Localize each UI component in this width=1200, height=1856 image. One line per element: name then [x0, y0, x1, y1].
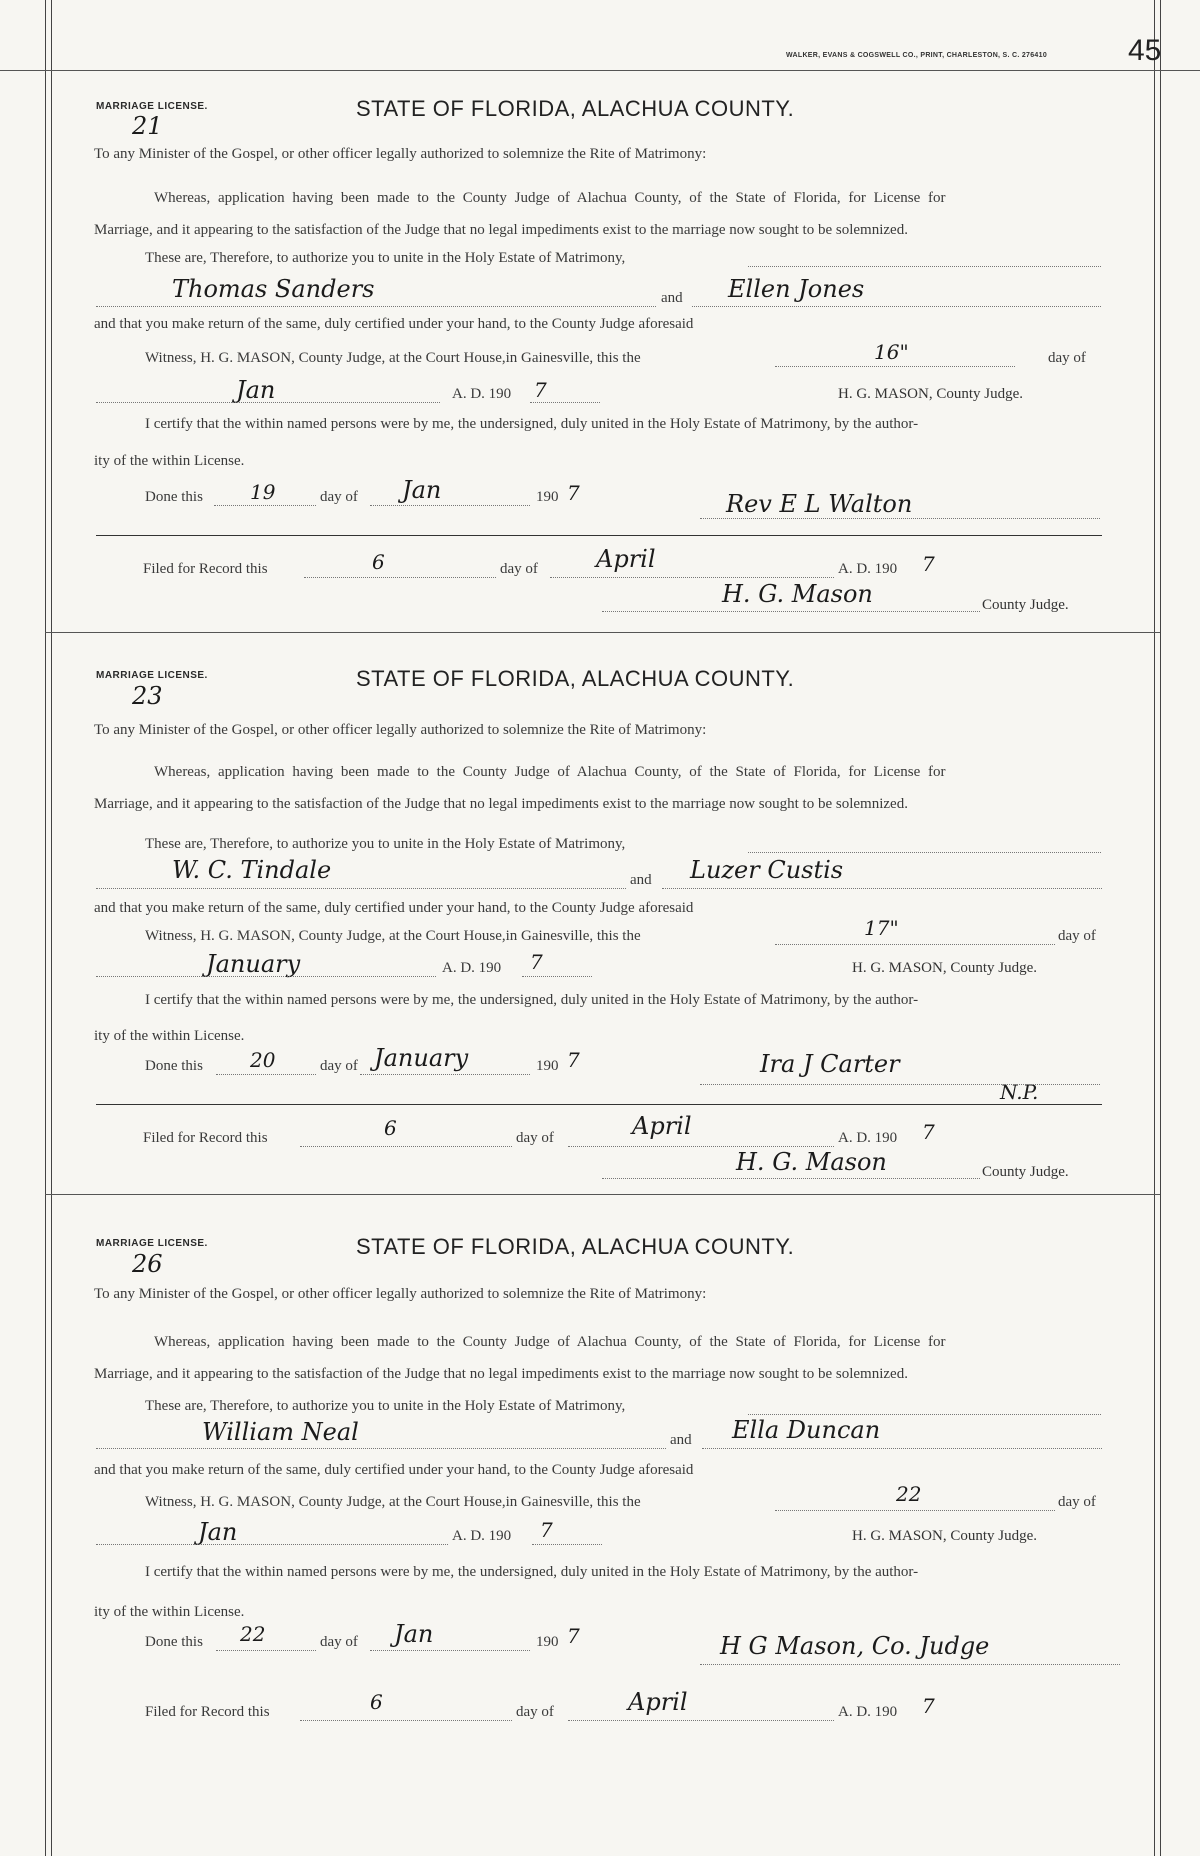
- filed-month: April: [628, 1688, 688, 1716]
- authorize-line: These are, Therefore, to authorize you to unite in the Holy Estate of Matrimony,: [145, 836, 626, 852]
- marriage-license-label: MARRIAGE LICENSE.: [96, 101, 208, 112]
- filed-signature: H. G. Mason: [722, 580, 873, 608]
- page-number: 45: [1128, 34, 1162, 67]
- authorize-line: These are, Therefore, to authorize you to unite in the Holy Estate of Matrimony,: [145, 250, 626, 266]
- address-line: To any Minister of the Gospel, or other officer legally authorized to solemnize the Rite of Matrimony:: [94, 146, 707, 162]
- return-line: and that you make return of the same, duly certified under your hand, to the County Judge aforesaid: [94, 1462, 694, 1478]
- county-judge-label: County Judge.: [982, 597, 1069, 613]
- witness-line: Witness, H. G. MASON, County Judge, at the Court House,in Gainesville, this the: [145, 350, 641, 366]
- state-heading: STATE OF FLORIDA, ALACHUA COUNTY.: [356, 666, 795, 691]
- done-this-label: Done this: [145, 1058, 203, 1074]
- ad-label: A. D. 190: [452, 1528, 512, 1544]
- whereas-line: Whereas, application having been made to the County Judge of Alachua County, of the State of Florida, for License for: [154, 190, 946, 206]
- filed-label: Filed for Record this: [145, 1704, 270, 1720]
- certify-line: I certify that the within named persons were by me, the undersigned, duly united in the Holy Estate of Matrimony, by the author-: [145, 1564, 919, 1580]
- witness-month: January: [206, 950, 301, 978]
- filed-year: 7: [922, 552, 935, 576]
- officiant-signature: Rev E L Walton: [726, 490, 913, 518]
- day-of-label: day of: [1058, 1494, 1096, 1510]
- whereas-line: Marriage, and it appearing to the satisfaction of the Judge that no legal impediments exist to the marriage now sought to be solemnized.: [94, 1366, 908, 1382]
- certify-line: ity of the within License.: [94, 453, 245, 469]
- whereas-line: Marriage, and it appearing to the satisfaction of the Judge that no legal impediments exist to the marriage now sought to be solemnized.: [94, 796, 908, 812]
- witness-year: 7: [540, 1518, 553, 1542]
- day-of-label: day of: [320, 489, 358, 505]
- officiant-title: N.P.: [1000, 1080, 1039, 1104]
- groom-name: W. C. Tindale: [172, 856, 332, 884]
- day-of-label: day of: [320, 1058, 358, 1074]
- groom-name: Thomas Sanders: [172, 275, 375, 303]
- ad-label: A. D. 190: [838, 1704, 898, 1720]
- done-month: January: [374, 1044, 469, 1072]
- officiant-signature: Ira J Carter: [760, 1050, 900, 1078]
- judge-signature-line: H. G. MASON, County Judge.: [852, 1528, 1038, 1544]
- witness-day: 16": [874, 340, 909, 364]
- day-of-label: day of: [1058, 928, 1096, 944]
- day-of-label: day of: [500, 561, 538, 577]
- bride-name: Ellen Jones: [728, 275, 865, 303]
- whereas-line: Whereas, application having been made to the County Judge of Alachua County, of the State of Florida, for License for: [154, 764, 946, 780]
- day-of-label: day of: [1048, 350, 1086, 366]
- done-year: 7: [567, 1624, 580, 1648]
- and-label: and: [661, 290, 683, 306]
- year-label: 190: [536, 1634, 559, 1650]
- done-day: 22: [240, 1622, 266, 1646]
- filed-day: 6: [372, 550, 385, 574]
- witness-line: Witness, H. G. MASON, County Judge, at the Court House,in Gainesville, this the: [145, 1494, 641, 1510]
- license-number: 23: [132, 682, 163, 710]
- ad-label: A. D. 190: [452, 386, 512, 402]
- filed-year: 7: [922, 1120, 935, 1144]
- left-margin-rule: [45, 0, 46, 1856]
- certify-line: I certify that the within named persons were by me, the undersigned, duly united in the Holy Estate of Matrimony, by the author-: [145, 416, 919, 432]
- marriage-license-label: MARRIAGE LICENSE.: [96, 670, 208, 681]
- state-heading: STATE OF FLORIDA, ALACHUA COUNTY.: [356, 96, 795, 121]
- section-divider: [45, 1194, 1160, 1195]
- license-number: 26: [132, 1250, 163, 1278]
- printer-imprint: WALKER, EVANS & COGSWELL CO., PRINT, CHARLESTON, S. C. 276410: [786, 52, 1048, 59]
- and-label: and: [670, 1432, 692, 1448]
- witness-month: Jan: [236, 376, 276, 404]
- witness-day: 22: [896, 1482, 922, 1506]
- certify-line: ity of the within License.: [94, 1604, 245, 1620]
- county-judge-label: County Judge.: [982, 1164, 1069, 1180]
- done-month: Jan: [394, 1620, 434, 1648]
- left-margin-rule: [51, 0, 52, 1856]
- day-of-label: day of: [320, 1634, 358, 1650]
- filed-month: April: [596, 545, 656, 573]
- filed-label: Filed for Record this: [143, 561, 268, 577]
- ad-label: A. D. 190: [442, 960, 502, 976]
- certify-line: ity of the within License.: [94, 1028, 245, 1044]
- day-of-label: day of: [516, 1130, 554, 1146]
- judge-signature-line: H. G. MASON, County Judge.: [852, 960, 1038, 976]
- witness-month: Jan: [198, 1518, 238, 1546]
- ad-label: A. D. 190: [838, 561, 898, 577]
- done-year: 7: [567, 481, 580, 505]
- address-line: To any Minister of the Gospel, or other officer legally authorized to solemnize the Rite of Matrimony:: [94, 1286, 707, 1302]
- done-this-label: Done this: [145, 1634, 203, 1650]
- and-label: and: [630, 872, 652, 888]
- state-heading: STATE OF FLORIDA, ALACHUA COUNTY.: [356, 1234, 795, 1259]
- filed-signature: H. G. Mason: [736, 1148, 887, 1176]
- whereas-line: Whereas, application having been made to the County Judge of Alachua County, of the State of Florida, for License for: [154, 1334, 946, 1350]
- groom-name: William Neal: [202, 1418, 359, 1446]
- filed-label: Filed for Record this: [143, 1130, 268, 1146]
- done-month: Jan: [402, 476, 442, 504]
- whereas-line: Marriage, and it appearing to the satisfaction of the Judge that no legal impediments exist to the marriage now sought to be solemnized.: [94, 222, 908, 238]
- marriage-license-label: MARRIAGE LICENSE.: [96, 1238, 208, 1249]
- header-rule: [0, 70, 1200, 71]
- year-label: 190: [536, 489, 559, 505]
- certify-line: I certify that the within named persons were by me, the undersigned, duly united in the Holy Estate of Matrimony, by the author-: [145, 992, 919, 1008]
- witness-day: 17": [864, 916, 899, 940]
- bride-name: Luzer Custis: [690, 856, 844, 884]
- authorize-line: These are, Therefore, to authorize you to unite in the Holy Estate of Matrimony,: [145, 1398, 626, 1414]
- address-line: To any Minister of the Gospel, or other officer legally authorized to solemnize the Rite of Matrimony:: [94, 722, 707, 738]
- done-this-label: Done this: [145, 489, 203, 505]
- filed-day: 6: [370, 1690, 383, 1714]
- filed-month: April: [632, 1112, 692, 1140]
- ad-label: A. D. 190: [838, 1130, 898, 1146]
- witness-year: 7: [534, 378, 547, 402]
- witness-line: Witness, H. G. MASON, County Judge, at the Court House,in Gainesville, this the: [145, 928, 641, 944]
- done-day: 20: [250, 1048, 276, 1072]
- return-line: and that you make return of the same, duly certified under your hand, to the County Judge aforesaid: [94, 316, 694, 332]
- return-line: and that you make return of the same, duly certified under your hand, to the County Judge aforesaid: [94, 900, 694, 916]
- officiant-signature: H G Mason, Co. Judge: [720, 1632, 990, 1660]
- year-label: 190: [536, 1058, 559, 1074]
- right-margin-rule: [1160, 0, 1161, 1856]
- filed-day: 6: [384, 1116, 397, 1140]
- judge-signature-line: H. G. MASON, County Judge.: [838, 386, 1024, 402]
- license-number: 21: [132, 112, 163, 140]
- done-day: 19: [250, 480, 276, 504]
- bride-name: Ella Duncan: [732, 1416, 881, 1444]
- right-margin-rule: [1154, 0, 1155, 1856]
- section-divider: [45, 632, 1160, 633]
- day-of-label: day of: [516, 1704, 554, 1720]
- filed-year: 7: [922, 1694, 935, 1718]
- done-year: 7: [567, 1048, 580, 1072]
- witness-year: 7: [530, 950, 543, 974]
